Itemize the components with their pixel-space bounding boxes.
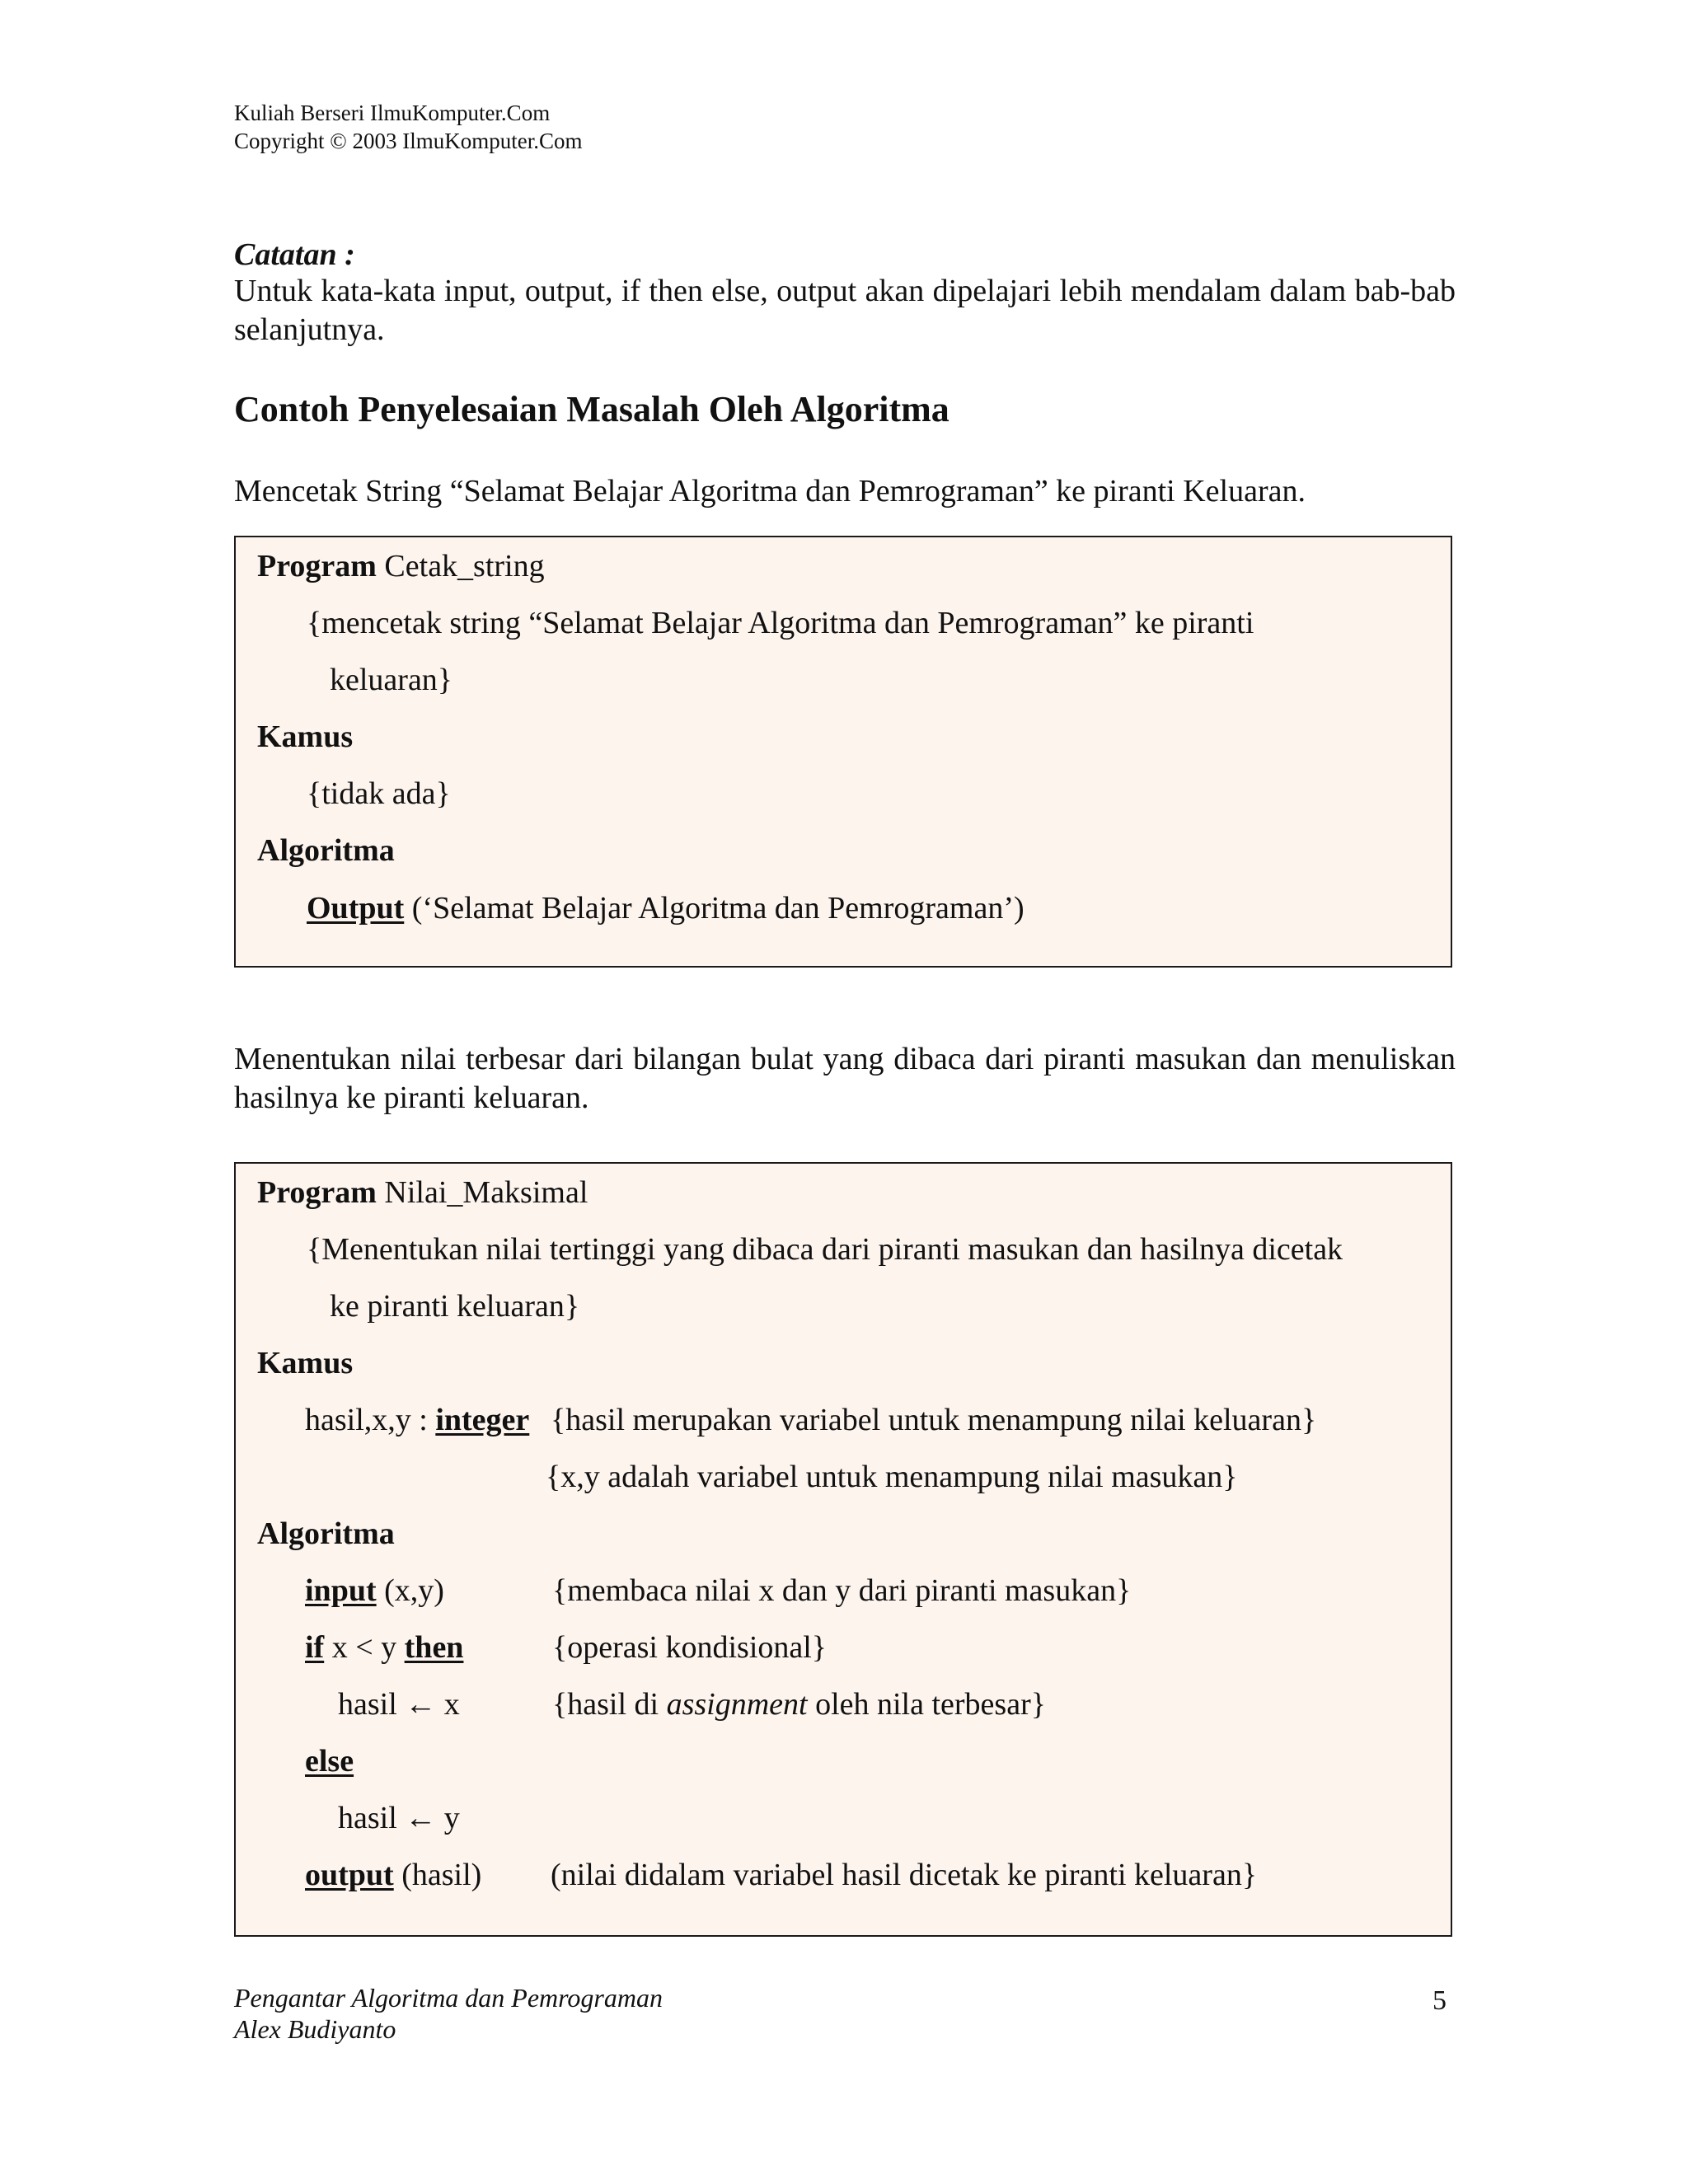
if-statement	[305, 1629, 463, 1666]
then-keyword: then	[404, 1630, 464, 1665]
program-line	[257, 547, 545, 585]
output-statement	[307, 889, 1025, 927]
output-statement	[305, 1856, 481, 1894]
note-text: Untuk kata-kata input, output, if then else, output akan dipelajari lebih mendalam dalam bab-bab selanjutnya.	[234, 274, 1456, 347]
if-condition: x < y	[324, 1630, 405, 1665]
program-desc-line1: {mencetak string “Selamat Belajar Algoritma dan Pemrograman” ke piranti	[307, 606, 1254, 640]
variable-comment-2: {x,y adalah variabel untuk menampung nilai masukan}	[546, 1460, 1238, 1494]
variable-names: hasil,x,y :	[305, 1403, 436, 1437]
program-desc-line2: ke piranti keluaran}	[330, 1289, 580, 1324]
if-keyword: if	[305, 1630, 325, 1665]
section-title: Contoh Penyelesaian Masalah Oleh Algoritma	[234, 389, 950, 429]
program-name: Cetak_string	[376, 549, 545, 583]
program-name: Nilai_Maksimal	[376, 1175, 588, 1210]
input-comment: {membaca nilai x dan y dari piranti masukan}	[552, 1573, 1132, 1608]
algoritma-keyword: Algoritma	[257, 833, 395, 868]
header-copyright: Copyright © 2003 IlmuKomputer.Com	[234, 129, 583, 153]
program-keyword: Program	[257, 1175, 377, 1210]
code-box-cetak-string	[234, 536, 1452, 968]
program-desc-line1: {Menentukan nilai tertinggi yang dibaca dari piranti masukan dan hasilnya dicetak	[307, 1232, 1343, 1267]
program-keyword: Program	[257, 549, 377, 583]
assign-comment-post: oleh nila terbesar}	[807, 1687, 1046, 1722]
input-argument: (x,y)	[376, 1573, 444, 1608]
program-desc-line2: keluaran}	[330, 663, 453, 697]
output-argument: (‘Selamat Belajar Algoritma dan Pemrograman’)	[404, 891, 1025, 926]
code-box-nilai-maksimal	[234, 1162, 1452, 1937]
page-number: 5	[1432, 1985, 1447, 2016]
if-comment: {operasi kondisional}	[552, 1630, 828, 1665]
example2-intro: Menentukan nilai terbesar dari bilangan bulat yang dibaca dari piranti masukan dan menuliskan hasilnya ke piranti keluaran.	[234, 1042, 1456, 1115]
note-title: Catatan :	[234, 237, 355, 272]
algoritma-keyword: Algoritma	[257, 1516, 395, 1551]
assign-x-statement: hasil ← x	[338, 1687, 460, 1722]
integer-keyword: integer	[435, 1403, 530, 1437]
assign-comment-pre: {hasil di	[552, 1687, 667, 1722]
footer-author: Alex Budiyanto	[234, 2014, 396, 2044]
assign-comment	[552, 1685, 1046, 1723]
output-keyword: output	[305, 1858, 394, 1892]
kamus-keyword: Kamus	[257, 1346, 354, 1380]
kamus-keyword: Kamus	[257, 719, 354, 754]
kamus-content: {tidak ada}	[307, 776, 451, 811]
footer-book-title: Pengantar Algoritma dan Pemrograman	[234, 1983, 663, 2013]
assign-y-statement: hasil ← y	[338, 1801, 460, 1835]
input-statement	[305, 1572, 444, 1610]
program-line	[257, 1174, 588, 1212]
example1-intro: Mencetak String “Selamat Belajar Algoritma dan Pemrograman” ke piranti Keluaran.	[234, 474, 1306, 509]
input-keyword: input	[305, 1573, 377, 1608]
output-keyword: Output	[307, 891, 405, 926]
output-comment: (nilai didalam variabel hasil dicetak ke piranti keluaran}	[551, 1858, 1258, 1892]
variable-comment-1: {hasil merupakan variabel untuk menampung nilai keluaran}	[551, 1403, 1317, 1437]
assign-comment-italic: assignment	[666, 1687, 808, 1722]
variable-declaration	[305, 1401, 529, 1439]
header-site: Kuliah Berseri IlmuKomputer.Com	[234, 101, 551, 125]
else-keyword: else	[305, 1744, 354, 1779]
output-argument: (hasil)	[393, 1858, 482, 1892]
